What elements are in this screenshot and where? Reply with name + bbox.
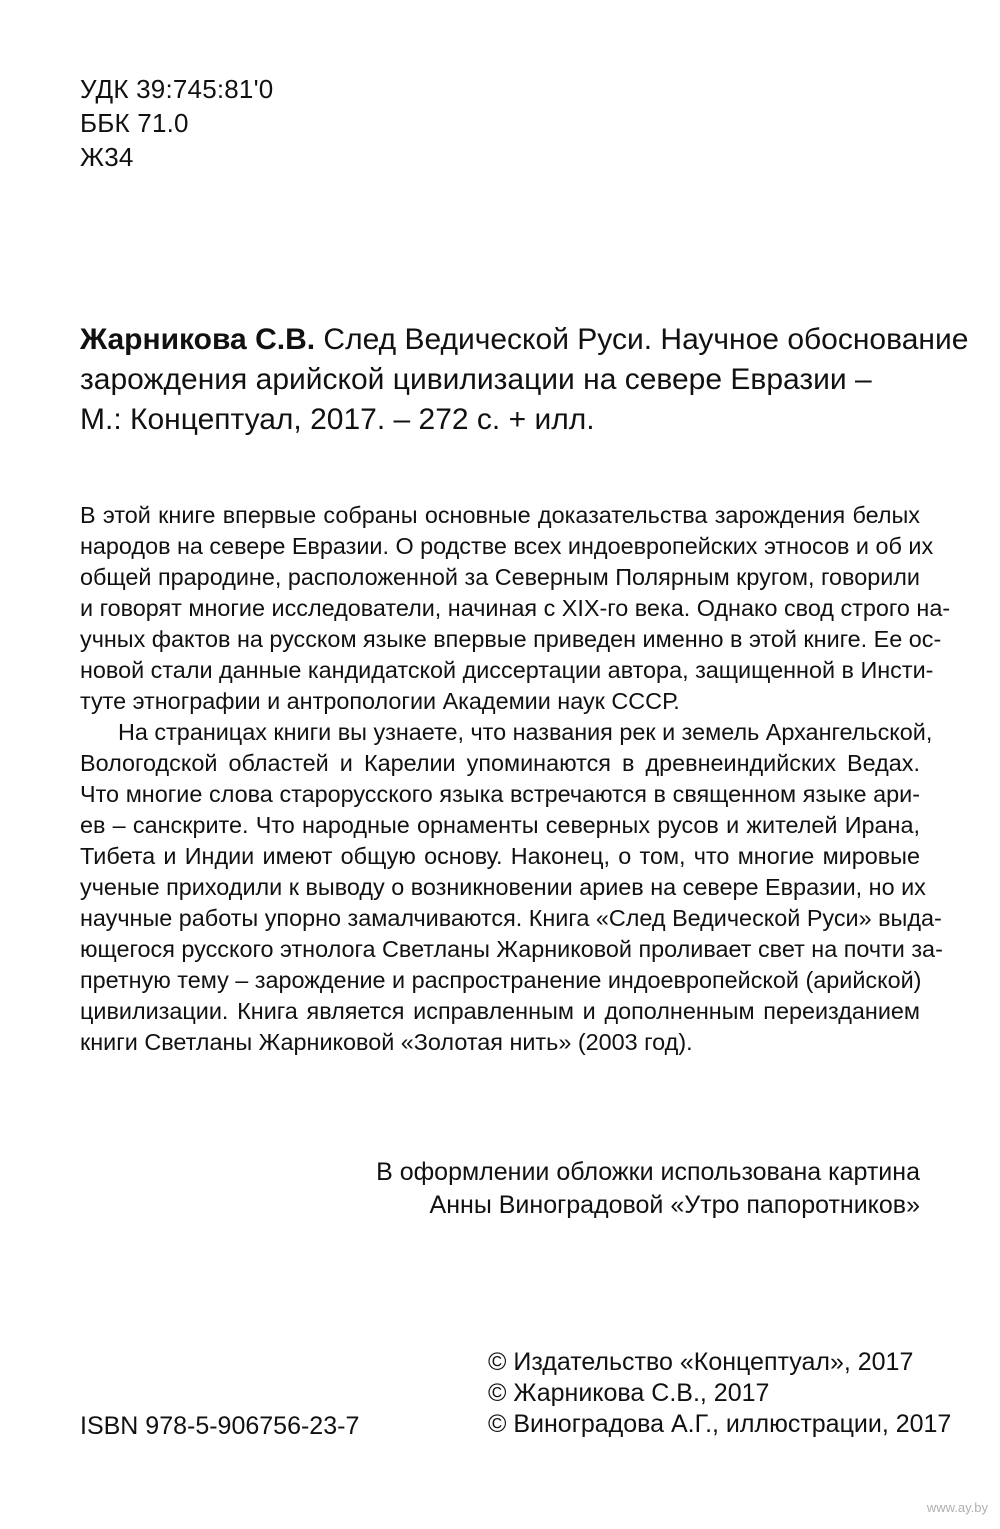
cover-credit-line-1: В оформлении обложки использована картина [376, 1158, 920, 1186]
annotation-line: учных фактов на русском языке впервые приведен именно в этой книге. Ее ос- [80, 626, 942, 652]
annotation-line: научные работы упорно замалчиваются. Книга «След Ведической Руси» выда- [80, 905, 942, 931]
copyright-author: © Жарникова С.В., 2017 [488, 1379, 770, 1407]
annotation-line: ев – санскрите. Что народные орнаменты северных русов и жителей Ирана, [80, 812, 920, 838]
author-name: Жарникова С.В. [80, 323, 316, 356]
classification-codes [80, 72, 273, 174]
copyright-publisher: © Издательство «Концептуал», 2017 [488, 1348, 914, 1376]
annotation-line: книги Светланы Жарниковой «Золотая нить» (2003 год). [80, 1029, 693, 1055]
author-mark: Ж34 [80, 142, 134, 172]
biblio-line-1 [80, 320, 969, 360]
annotation-line: народов на севере Евразии. О родстве всех индоевропейских этносов и об их [80, 533, 934, 559]
annotation-line: Вологодской областей и Карелии упоминаются в древнеиндийских Ведах. [80, 750, 920, 776]
isbn: ISBN 978-5-906756-23-7 [80, 1412, 360, 1440]
biblio-line-3: М.: Концептуал, 2017. – 272 с. + илл. [80, 403, 595, 436]
bbk-code: ББК 71.0 [80, 108, 189, 138]
annotation-line: цивилизации. Книга является исправленным и дополненным переизданием [80, 998, 920, 1024]
annotation-line: новой стали данные кандидатской диссертации автора, защищенной в Инсти- [80, 657, 934, 683]
annotation-line: ющегося русского этнолога Светланы Жарниковой проливает свет на почти за- [80, 936, 943, 962]
annotation-line: Тибета и Индии имеют общую основу. Наконец, о том, что многие мировые [80, 843, 920, 869]
annotation-line: туте этнографии и антропологии Академии наук СССР. [80, 688, 680, 714]
annotation-line: В этой книге впервые собраны основные доказательства зарождения белых [80, 502, 920, 528]
book-title: След Ведической Руси. Научное обоснование [315, 323, 969, 356]
annotation-line: и говорят многие исследователи, начиная с XIX-го века. Однако свод строго на- [80, 595, 951, 621]
cover-credit-line-2: Анны Виноградовой «Утро папоротников» [429, 1191, 920, 1219]
copyright-block [488, 1347, 951, 1440]
annotation-line: претную тему – зарождение и распространение индоевропейской (арийской) [80, 967, 922, 993]
copyright-illustrations: © Виноградова А.Г., иллюстрации, 2017 [488, 1410, 952, 1438]
watermark: www.ay.by [926, 1500, 988, 1515]
book-annotation [80, 500, 951, 1058]
biblio-line-2: зарождения арийской цивилизации на севере Евразии – [80, 363, 872, 396]
cover-credit [376, 1156, 920, 1222]
annotation-line: общей прародине, расположенной за Северным Полярным кругом, говорили [80, 564, 920, 590]
annotation-line: Что многие слова старорусского языка встречаются в священном языке ари- [80, 781, 920, 807]
udk-code: УДК 39:745:81'0 [80, 74, 274, 104]
annotation-line: На страницах книги вы узнаете, что названия рек и земель Архангельской, [118, 719, 933, 745]
bibliographic-record [80, 320, 969, 440]
annotation-line: ученые приходили к выводу о возникновении ариев на севере Евразии, но их [80, 874, 926, 900]
